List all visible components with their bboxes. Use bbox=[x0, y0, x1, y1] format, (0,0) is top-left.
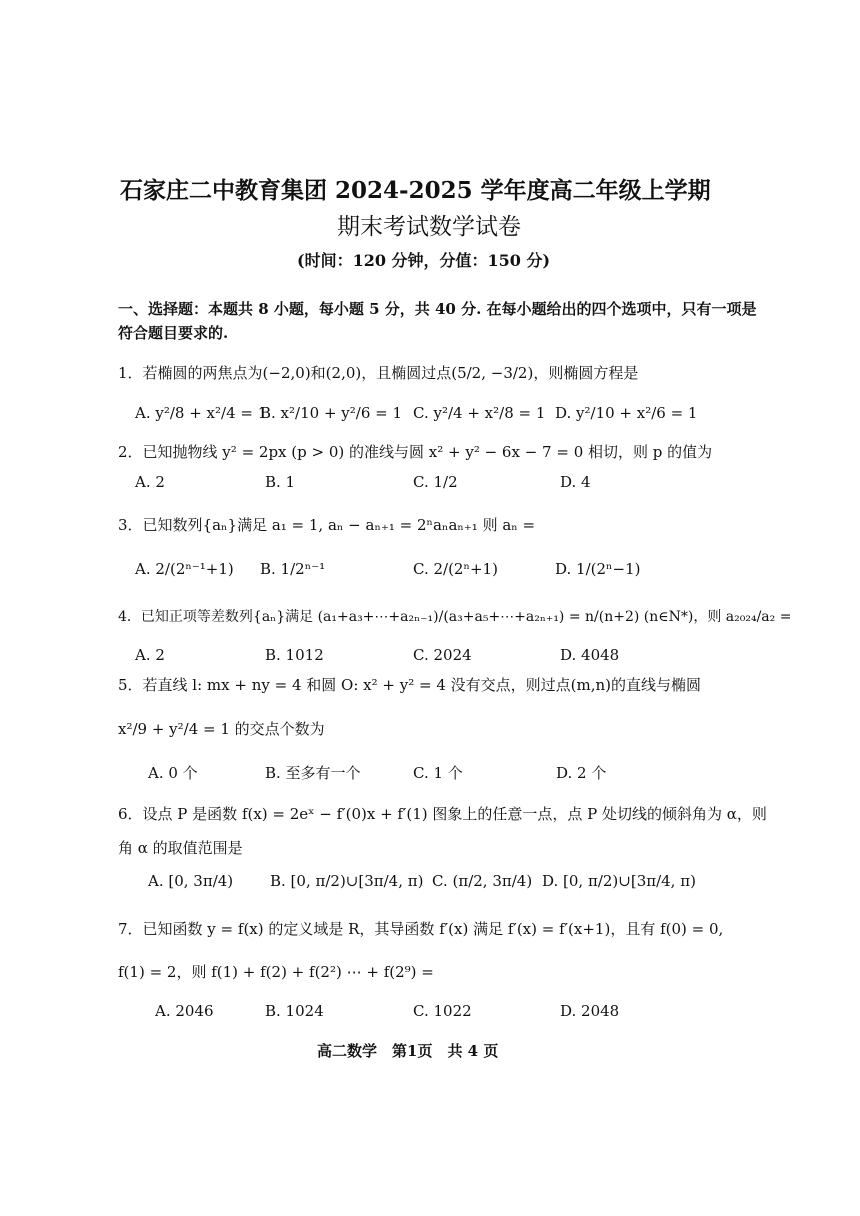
question-7-option-a: A. 2046 bbox=[155, 1002, 214, 1020]
question-7-option-b: B. 1024 bbox=[265, 1002, 324, 1020]
exam-title-line1: 石家庄二中教育集团 2024-2025 学年度高二年级上学期 bbox=[120, 177, 711, 204]
question-2-stem: 2．已知抛物线 y² = 2px (p > 0) 的准线与圆 x² + y² − 6x − 7 = 0 相切，则 p 的值为 bbox=[118, 443, 713, 461]
question-6-option-a: A. [0, 3π/4) bbox=[148, 872, 234, 890]
question-1-stem: 1．若椭圆的两焦点为(−2,0)和(2,0)，且椭圆过点(5/2, −3/2)，则椭圆方程是 bbox=[118, 364, 639, 382]
question-4-option-d: D. 4048 bbox=[560, 646, 620, 664]
question-5-option-a: A. 0 个 bbox=[148, 764, 198, 782]
question-6-option-c: C. (π/2, 3π/4) bbox=[432, 872, 533, 890]
question-2-option-a: A. 2 bbox=[135, 473, 165, 491]
question-5-option-b: B. 至多有一个 bbox=[265, 764, 361, 782]
exam-title-line2: 期末考试数学试卷 bbox=[337, 214, 521, 240]
question-7-option-c: C. 1022 bbox=[413, 1002, 472, 1020]
section-heading-line2: 符合题目要求的. bbox=[118, 324, 229, 342]
question-5-option-d: D. 2 个 bbox=[556, 764, 607, 782]
question-5-stem-line1: 5．若直线 l: mx + ny = 4 和圆 O: x² + y² = 4 没有交点，则过点(m,n)的直线与椭圆 bbox=[118, 676, 701, 694]
question-3-option-b: B. 1/2ⁿ⁻¹ bbox=[260, 560, 326, 578]
question-1-option-a: A. y²/8 + x²/4 = 1 bbox=[135, 404, 268, 422]
question-1-option-c: C. y²/4 + x²/8 = 1 bbox=[413, 404, 546, 422]
question-4-option-b: B. 1012 bbox=[265, 646, 324, 664]
question-7-stem-line1: 7．已知函数 y = f(x) 的定义域是 R，其导函数 f′(x) 满足 f′(x) = f′(x+1)，且有 f(0) = 0, bbox=[118, 920, 724, 938]
question-3-option-a: A. 2/(2ⁿ⁻¹+1) bbox=[135, 560, 234, 578]
question-2-option-b: B. 1 bbox=[265, 473, 296, 491]
question-3-option-c: C. 2/(2ⁿ+1) bbox=[413, 560, 498, 578]
question-5-stem-line2: x²/9 + y²/4 = 1 的交点个数为 bbox=[118, 720, 325, 738]
question-7-option-d: D. 2048 bbox=[560, 1002, 620, 1020]
question-6-option-d: D. [0, π/2)∪[3π/4, π) bbox=[542, 872, 696, 890]
question-1-option-d: D. y²/10 + x²/6 = 1 bbox=[555, 404, 698, 422]
question-3-stem: 3．已知数列{aₙ}满足 a₁ = 1, aₙ − aₙ₊₁ = 2ⁿaₙaₙ₊₁ 则 aₙ = bbox=[118, 516, 536, 534]
question-5-option-c: C. 1 个 bbox=[413, 764, 463, 782]
question-4-stem: 4．已知正项等差数列{aₙ}满足 (a₁+a₃+⋯+a₂ₙ₋₁)/(a₃+a₅+⋯+a₂ₙ₊₁) = n/(n+2) (n∈N*)，则 a₂₀₂₄/a₂ = bbox=[118, 609, 792, 625]
question-1-option-b: B. x²/10 + y²/6 = 1 bbox=[260, 404, 403, 422]
question-7-stem-line2: f(1) = 2，则 f(1) + f(2) + f(2²) ⋯ + f(2⁹) = bbox=[118, 963, 434, 981]
question-3-option-d: D. 1/(2ⁿ−1) bbox=[555, 560, 641, 578]
exam-subtitle: (时间：120 分钟，分值：150 分) bbox=[297, 251, 551, 270]
question-2-option-d: D. 4 bbox=[560, 473, 591, 491]
question-6-stem-line2: 角 α 的取值范围是 bbox=[118, 839, 243, 857]
question-6-option-b: B. [0, π/2)∪[3π/4, π) bbox=[270, 872, 424, 890]
question-2-option-c: C. 1/2 bbox=[413, 473, 458, 491]
page-footer: 高二数学 第1页 共 4 页 bbox=[317, 1042, 499, 1060]
question-4-option-c: C. 2024 bbox=[413, 646, 472, 664]
section-heading-line1: 一、选择题：本题共 8 小题，每小题 5 分，共 40 分. 在每小题给出的四个选项中，只有一项是 bbox=[118, 300, 757, 318]
question-6-stem-line1: 6．设点 P 是函数 f(x) = 2eˣ − f′(0)x + f′(1) 图象上的任意一点，点 P 处切线的倾斜角为 α，则 bbox=[118, 805, 767, 823]
question-4-option-a: A. 2 bbox=[135, 646, 165, 664]
